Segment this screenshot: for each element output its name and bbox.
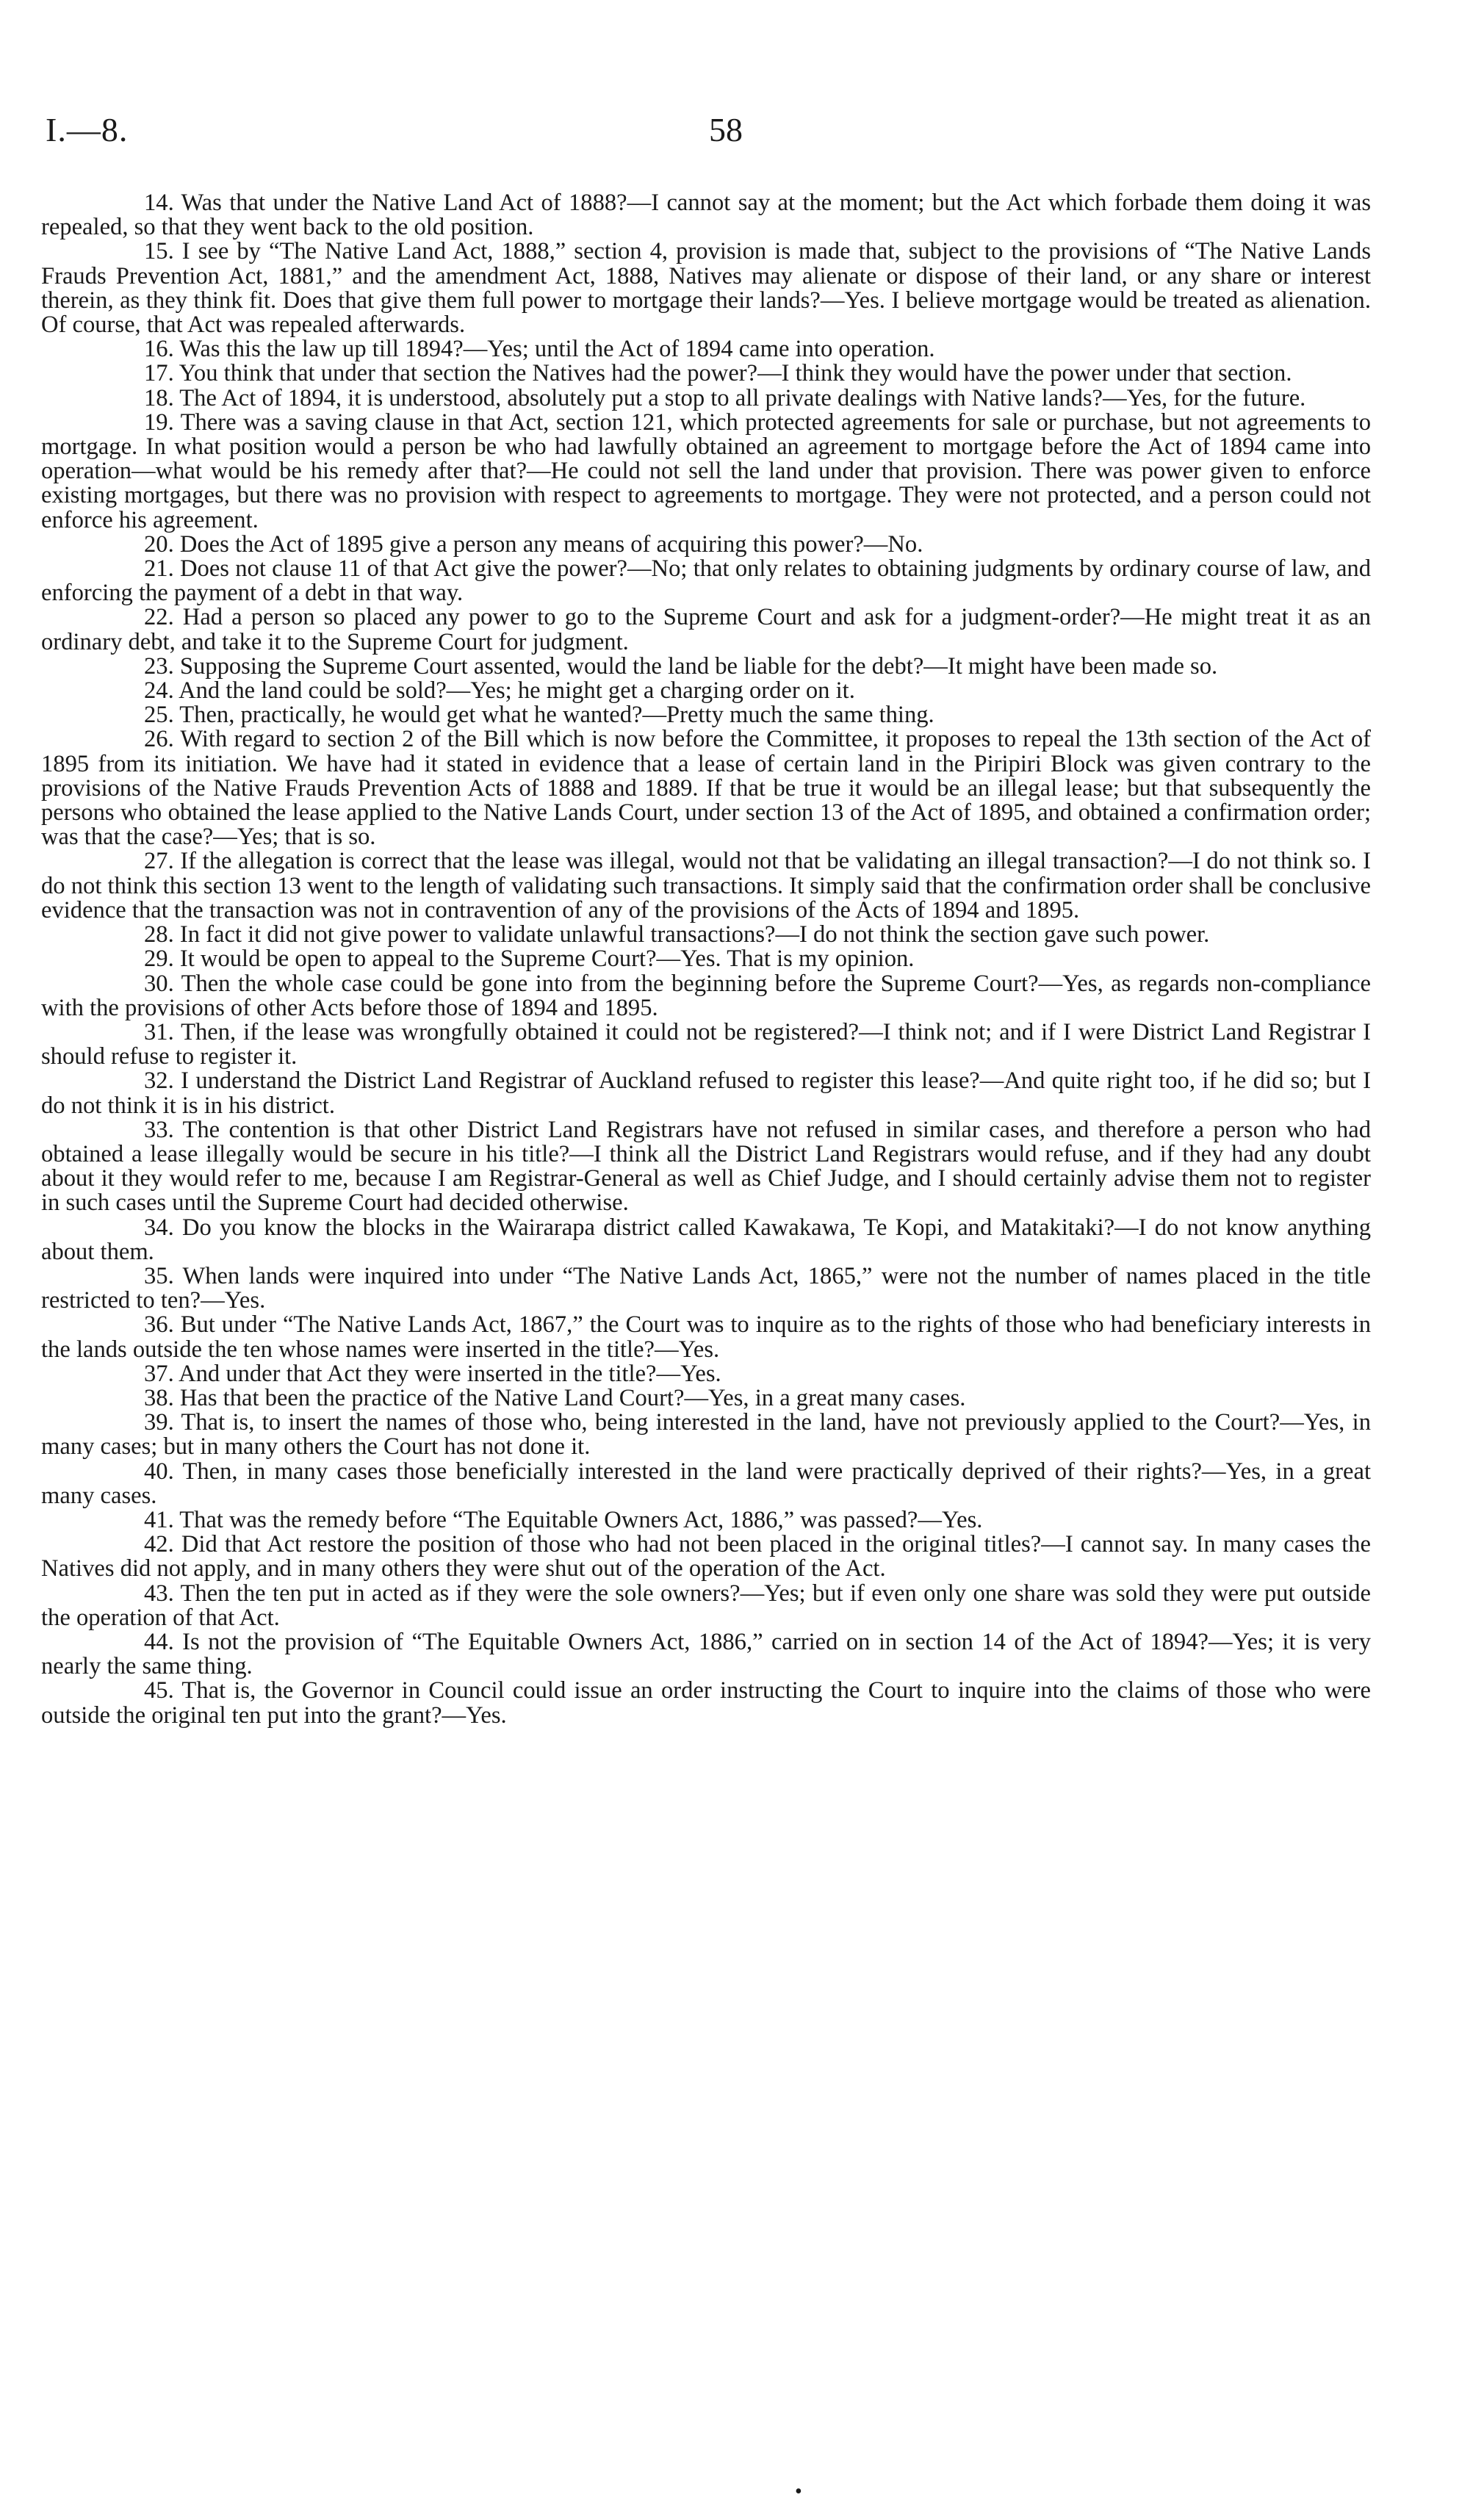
question-answer-19: 19. There was a saving clause in that Act, section 121, which protected agreements for sale or purchase, but not agreements to mortgage. In what position would a person be who had lawfully obtained an agreement to mortgage before the Act of 1894 came into operation—what would be his remedy after that?—He could not sell the land under that provision. There was power given to enforce existing mortgages, but there was no provision with respect to agreements to mortgage. They were not protected, and a person could not enforce his agreement. [41,408,1371,533]
question-answer-22: 22. Had a person so placed any power to go to the Supreme Court and ask for a judgment-order?—He might treat it as an ordinary debt, and take it to the Supreme Court for judgment. [41,604,1371,655]
footer-mark: • [795,2480,802,2503]
page-header [0,110,1484,154]
question-answer-39: 39. That is, to insert the names of those who, being interested in the land, have not previously applied to the Court?—Yes, in many cases; but in many others the Court has not done it. [41,1409,1371,1461]
question-answer-30: 30. Then the whole case could be gone into from the beginning before the Supreme Court?—Yes, as regards non-compliance with the provisions of other Acts before those of 1894 and 1895. [41,970,1371,1021]
question-answer-14: 14. Was that under the Native Land Act of 1888?—I cannot say at the moment; but the Act which forbade them doing it was repealed, so that they went back to the old position. [41,190,1371,241]
question-answer-21: 21. Does not clause 11 of that Act give the power?—No; that only relates to obtaining judgments by ordinary course of law, and enforcing the payment of a debt in that way. [41,555,1371,607]
question-answer-36: 36. But under “The Native Lands Act, 1867,” the Court was to inquire as to the rights of those who had beneficiary interests in the lands outside the ten whose names were inserted in the title?—Yes. [41,1311,1371,1363]
question-answer-16: 16. Was this the law up till 1894?—Yes; until the Act of 1894 came into operation. [144,336,935,363]
question-answer-32: 32. I understand the District Land Registrar of Auckland refused to register this lease?—And quite right too, if he did so; but I do not think it is in his district. [41,1067,1371,1119]
question-answer-34: 34. Do you know the blocks in the Wairarapa district called Kawakawa, Te Kopi, and Matakitaki?—I do not know anything about them. [41,1214,1371,1265]
question-answer-26: 26. With regard to section 2 of the Bill which is now before the Committee, it proposes to repeal the 13th section of the Act of 1895 from its initiation. We have had it stated in evidence that a lease of certain land in the Piripiri Block was given contrary to the provisions of the Native Frauds Prevention Acts of 1888 and 1889. If that be true it would be an illegal lease; but that subsequently the persons who obtained the lease applied to the Native Lands Court, under section 13 of the Act of 1895, and obtained a confirmation order; was that the case?—Yes; that is so. [41,726,1371,851]
question-answer-29: 29. It would be open to appeal to the Supreme Court?—Yes. That is my opinion. [144,946,915,973]
question-answer-28: 28. In fact it did not give power to validate unlawful transactions?—I do not think the section gave such power. [144,921,1210,948]
question-answer-17: 17. You think that under that section the Natives had the power?—I think they would have the power under that section. [144,360,1292,387]
question-answer-40: 40. Then, in many cases those beneficially interested in the land were practically deprived of their rights?—Yes, in a great many cases. [41,1458,1371,1509]
question-answer-23: 23. Supposing the Supreme Court assented, would the land be liable for the debt?—It might have been made so. [144,652,1218,680]
question-answer-15: 15. I see by “The Native Land Act, 1888,” section 4, provision is made that, subject to the provisions of “The Native Lands Frauds Prevention Act, 1881,” and the amendment Act, 1888, Natives may alienate or dispose of their land, or any share or interest therein, as they think fit. Does that give them full power to mortgage their lands?—Yes. I believe mortgage would be treated as alienation. Of course, that Act was repealed afterwards. [41,238,1371,339]
question-answer-31: 31. Then, if the lease was wrongfully obtained it could not be registered?—I think not; and if I were District Land Registrar I should refuse to register it. [41,1018,1371,1070]
question-answer-35: 35. When lands were inquired into under “The Native Lands Act, 1865,” were not the number of names placed in the title restricted to ten?—Yes. [41,1262,1371,1314]
question-answer-45: 45. That is, the Governor in Council could issue an order instructing the Court to inquire into the claims of those who were outside the original ten put into the grant?—Yes. [41,1677,1371,1729]
question-answer-27: 27. If the allegation is correct that the lease was illegal, would not that be validating an illegal transaction?—I do not think so. I do not think this section 13 went to the length of validating such transactions. It simply said that the confirmation order shall be conclusive evidence that the transaction was not in contravention of any of the provisions of the Acts of 1894 and 1895. [41,848,1371,923]
question-answer-38: 38. Has that been the practice of the Native Land Court?—Yes, in a great many cases. [144,1384,966,1411]
question-answer-42: 42. Did that Act restore the position of those who had not been placed in the original titles?—I cannot say. In many cases the Natives did not apply, and in many others they were shut out of the operation of the Act. [41,1531,1371,1582]
question-answer-43: 43. Then the ten put in acted as if they were the sole owners?—Yes; but if even only one share was sold they were put outside the operation of that Act. [41,1580,1371,1631]
question-answer-18: 18. The Act of 1894, it is understood, absolutely put a stop to all private dealings with Native lands?—Yes, for the future. [144,384,1306,411]
question-answer-25: 25. Then, practically, he would get what he wanted?—Pretty much the same thing. [144,702,934,729]
question-answer-41: 41. That was the remedy before “The Equitable Owners Act, 1886,” was passed?—Yes. [144,1506,983,1533]
question-answer-44: 44. Is not the provision of “The Equitable Owners Act, 1886,” carried on in section 14 of the Act of 1894?—Yes; it is very nearly the same thing. [41,1628,1371,1680]
question-answer-24: 24. And the land could be sold?—Yes; he might get a charging order on it. [144,677,855,705]
question-answer-20: 20. Does the Act of 1895 give a person any means of acquiring this power?—No. [144,530,923,558]
question-answer-33: 33. The contention is that other District Land Registrars have not refused in similar cases, and therefore a person who had obtained a lease illegally would be secure in his title?—I think all the District Land Registrars would refuse, and if they had any doubt about it they would refer to me, because I am Registrar-General as well as Chief Judge, and I should certainly advise them not to register in such cases until the Supreme Court had decided otherwise. [41,1116,1371,1217]
page-number: 58 [709,111,743,148]
document-reference: I.—8. [46,111,129,148]
question-answer-37: 37. And under that Act they were inserted in the title?—Yes. [144,1360,721,1387]
evidence-text [41,191,1371,1728]
